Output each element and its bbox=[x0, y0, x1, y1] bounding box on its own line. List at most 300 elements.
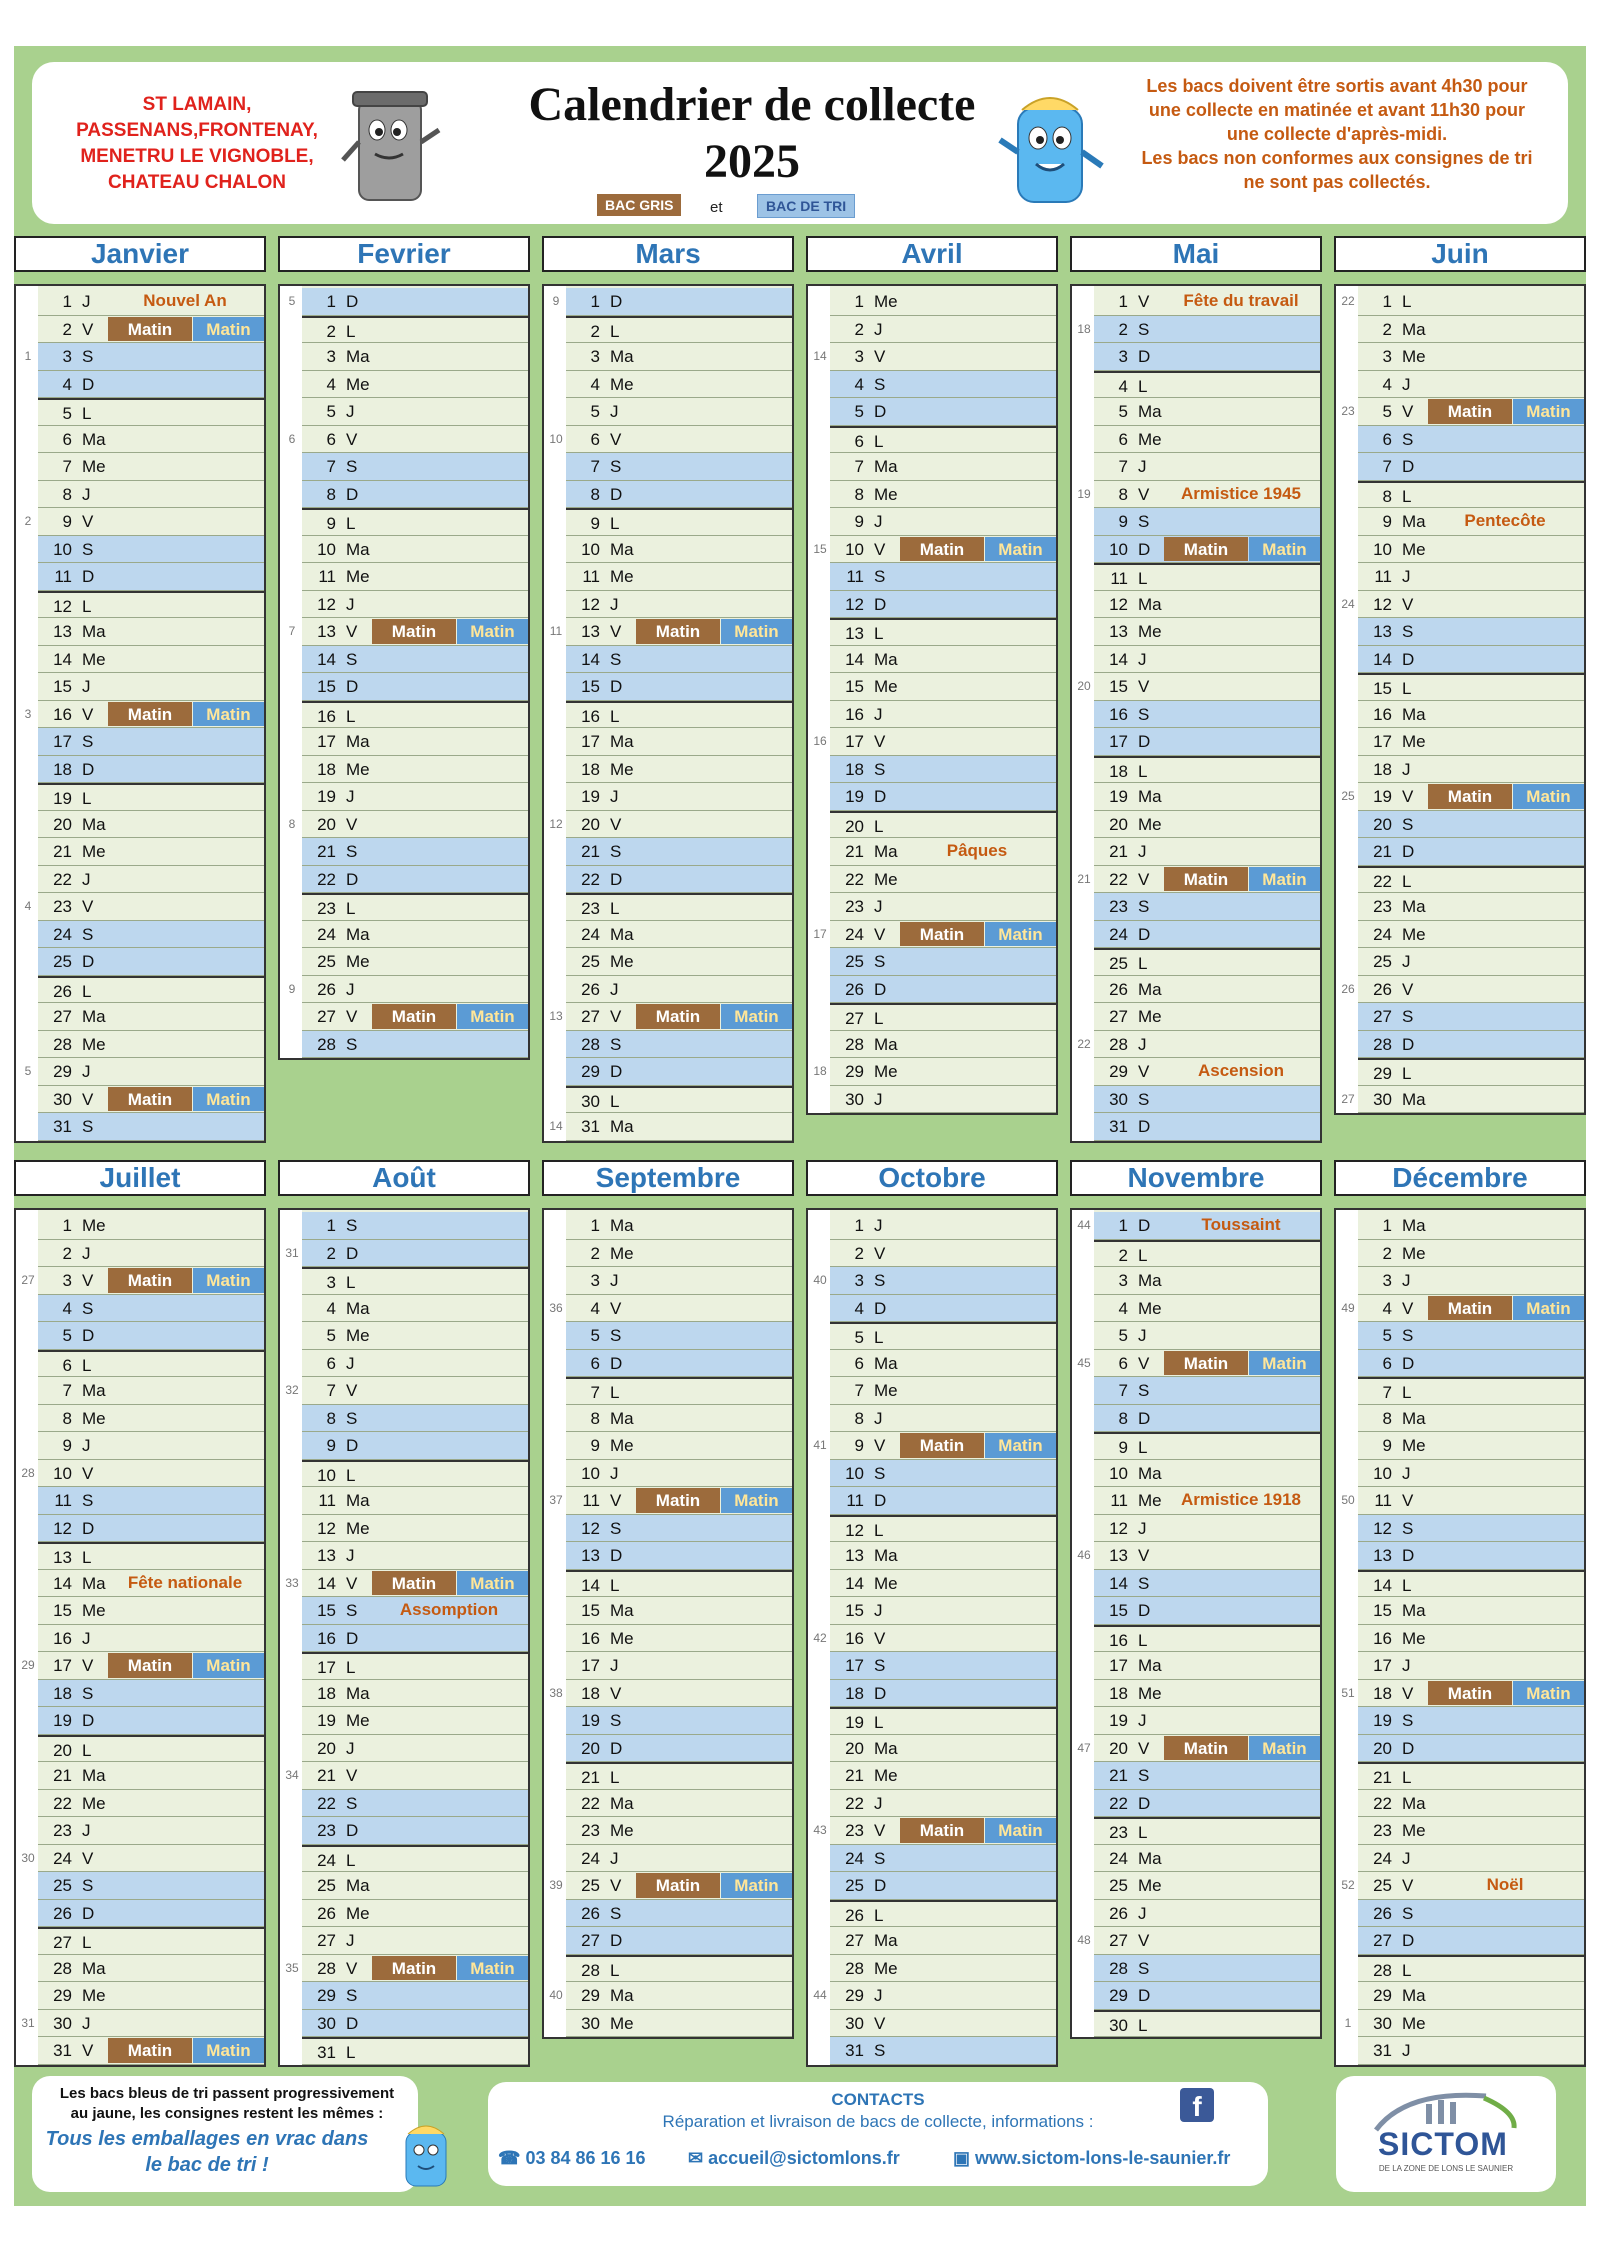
day-of-week: V bbox=[1402, 402, 1414, 421]
day-row bbox=[302, 1295, 528, 1323]
day-of-week: V bbox=[874, 732, 886, 751]
day-of-week: D bbox=[1138, 924, 1151, 944]
week-number: 45 bbox=[1077, 1355, 1091, 1370]
day-of-week: Me bbox=[610, 1628, 634, 1648]
collect-tri-cell: Matin bbox=[1513, 784, 1584, 809]
day-number: 12 bbox=[1109, 1518, 1128, 1538]
day-row bbox=[830, 811, 1056, 839]
day-number: 26 bbox=[317, 1903, 336, 1923]
day-of-week: S bbox=[346, 1216, 358, 1235]
day-of-week: D bbox=[346, 484, 359, 504]
day-number: 21 bbox=[53, 842, 72, 861]
collect-tri-cell: Matin bbox=[985, 922, 1056, 947]
day-row bbox=[38, 508, 264, 536]
day-row bbox=[830, 1377, 1056, 1405]
day-row bbox=[830, 1515, 1056, 1543]
day-row bbox=[1358, 1432, 1584, 1460]
day-number: 5 bbox=[590, 402, 600, 421]
day-of-week: Ma bbox=[610, 1793, 634, 1813]
day-of-week: Me bbox=[874, 1062, 898, 1081]
day-of-week: D bbox=[1402, 649, 1415, 669]
day-of-week: S bbox=[874, 1271, 886, 1290]
week-number: 35 bbox=[285, 1960, 299, 1975]
day-number: 17 bbox=[1373, 1656, 1392, 1675]
day-number: 16 bbox=[845, 704, 864, 724]
day-row bbox=[566, 426, 792, 454]
day-number: 5 bbox=[1382, 402, 1392, 421]
day-row bbox=[302, 1680, 528, 1708]
day-of-week: J bbox=[82, 1436, 91, 1455]
day-row bbox=[1358, 1625, 1584, 1653]
week-number: 18 bbox=[1077, 321, 1091, 336]
collect-gris-cell: Matin bbox=[1428, 1681, 1512, 1706]
day-number: 2 bbox=[1382, 319, 1392, 339]
day-of-week: Ma bbox=[1402, 512, 1426, 531]
day-row bbox=[566, 948, 792, 976]
day-number: 22 bbox=[1109, 869, 1128, 889]
day-row bbox=[302, 481, 528, 509]
day-row bbox=[566, 756, 792, 784]
day-number: 14 bbox=[1109, 649, 1128, 669]
day-of-week: D bbox=[346, 1821, 359, 1840]
day-number: 19 bbox=[1109, 1711, 1128, 1730]
week-number: 23 bbox=[1341, 404, 1355, 418]
day-number: 10 bbox=[1109, 539, 1128, 559]
day-of-week: D bbox=[82, 1518, 95, 1538]
day-of-week: D bbox=[82, 567, 95, 586]
day-of-week: J bbox=[346, 1353, 355, 1373]
day-row bbox=[1094, 1405, 1320, 1433]
day-number: 24 bbox=[1373, 924, 1392, 944]
day-of-week: D bbox=[610, 484, 623, 504]
day-row bbox=[302, 1240, 528, 1268]
day-row bbox=[830, 921, 1056, 949]
day-row bbox=[1094, 1267, 1320, 1295]
day-number: 30 bbox=[581, 2013, 600, 2033]
day-number: 17 bbox=[845, 1656, 864, 1675]
day-row bbox=[38, 646, 264, 674]
day-of-week: Ma bbox=[346, 1876, 370, 1895]
day-number: 12 bbox=[53, 1518, 72, 1538]
day-row bbox=[38, 811, 264, 839]
day-of-week: J bbox=[610, 787, 619, 806]
day-row bbox=[1094, 536, 1320, 564]
day-of-week: Me bbox=[82, 649, 106, 669]
day-number: 28 bbox=[53, 1034, 72, 1054]
phone-contact[interactable] bbox=[498, 2148, 646, 2169]
day-number: 24 bbox=[53, 1848, 72, 1868]
day-row bbox=[38, 1031, 264, 1059]
day-number: 18 bbox=[1373, 1683, 1392, 1703]
day-number: 8 bbox=[854, 484, 864, 504]
day-of-week: Ma bbox=[1402, 897, 1426, 916]
week-number: 10 bbox=[549, 431, 563, 446]
day-row bbox=[566, 866, 792, 894]
day-number: 15 bbox=[1373, 679, 1392, 698]
day-row bbox=[1358, 1031, 1584, 1059]
day-number: 30 bbox=[1109, 2015, 1128, 2035]
week-number-column bbox=[16, 1210, 38, 2065]
day-of-week: J bbox=[1138, 1034, 1147, 1054]
day-number: 4 bbox=[854, 1298, 864, 1318]
day-number: 27 bbox=[317, 1931, 336, 1950]
day-number: 16 bbox=[317, 1628, 336, 1648]
day-of-week: J bbox=[82, 2013, 91, 2033]
small-mascot-icon bbox=[396, 2116, 456, 2190]
day-row bbox=[302, 453, 528, 481]
day-of-week: J bbox=[610, 402, 619, 421]
day-number: 10 bbox=[845, 1463, 864, 1483]
day-row bbox=[1358, 1735, 1584, 1763]
day-number: 12 bbox=[581, 594, 600, 614]
day-of-week: D bbox=[1138, 1601, 1151, 1620]
day-row bbox=[566, 288, 792, 316]
day-of-week: L bbox=[610, 1768, 620, 1787]
day-of-week: V bbox=[82, 897, 94, 916]
day-row bbox=[302, 2010, 528, 2038]
day-number: 10 bbox=[317, 539, 336, 559]
day-row bbox=[302, 1762, 528, 1790]
day-number: 28 bbox=[53, 1958, 72, 1978]
day-row bbox=[302, 1322, 528, 1350]
day-number: 7 bbox=[590, 1383, 600, 1402]
day-row bbox=[302, 1487, 528, 1515]
day-row bbox=[38, 1113, 264, 1141]
day-number: 21 bbox=[581, 842, 600, 861]
day-number: 10 bbox=[53, 539, 72, 559]
week-number: 39 bbox=[549, 1878, 563, 1892]
week-number: 17 bbox=[813, 926, 827, 941]
day-number: 28 bbox=[317, 1034, 336, 1054]
day-of-week: D bbox=[1138, 1117, 1151, 1136]
collect-gris-cell: Matin bbox=[1428, 399, 1512, 424]
day-number: 5 bbox=[854, 1328, 864, 1347]
legend bbox=[597, 194, 897, 216]
day-number: 30 bbox=[317, 2013, 336, 2033]
week-number: 37 bbox=[549, 1493, 563, 1507]
day-number: 7 bbox=[854, 1381, 864, 1400]
grey-bin-mascot-icon bbox=[337, 82, 447, 212]
day-row bbox=[830, 1955, 1056, 1983]
day-row bbox=[1358, 811, 1584, 839]
day-row bbox=[830, 508, 1056, 536]
day-number: 4 bbox=[854, 374, 864, 394]
day-number: 7 bbox=[62, 1381, 72, 1400]
day-of-week: D bbox=[82, 759, 95, 779]
day-number: 27 bbox=[1109, 1931, 1128, 1950]
day-row bbox=[1094, 1487, 1320, 1515]
day-number: 3 bbox=[854, 1271, 864, 1290]
day-of-week: L bbox=[610, 1960, 620, 1980]
month-day-list bbox=[1334, 284, 1586, 1115]
day-row bbox=[566, 1322, 792, 1350]
day-of-week: Me bbox=[610, 374, 634, 394]
day-row bbox=[1094, 453, 1320, 481]
day-number: 31 bbox=[53, 2041, 72, 2060]
day-row bbox=[1094, 316, 1320, 344]
day-row bbox=[38, 1267, 264, 1295]
month-title: Janvier bbox=[14, 236, 266, 272]
day-number: 5 bbox=[62, 1326, 72, 1345]
day-number: 1 bbox=[854, 292, 864, 311]
day-of-week: J bbox=[1138, 1518, 1147, 1538]
day-of-week: J bbox=[346, 1931, 355, 1950]
contacts-subtitle: Réparation et livraison de bacs de collecte, informations : bbox=[662, 2112, 1094, 2131]
day-number: 7 bbox=[854, 457, 864, 476]
phone-number: 03 84 86 16 16 bbox=[525, 2148, 646, 2168]
day-of-week: D bbox=[346, 677, 359, 696]
day-row bbox=[566, 1982, 792, 2010]
day-of-week: S bbox=[1138, 1573, 1150, 1593]
day-row bbox=[1358, 646, 1584, 674]
day-row bbox=[1094, 1240, 1320, 1268]
day-number: 16 bbox=[317, 706, 336, 726]
collect-tri-cell: Matin bbox=[1513, 399, 1584, 424]
day-of-week: Ma bbox=[82, 1573, 106, 1593]
day-number: 13 bbox=[1109, 1546, 1128, 1565]
day-of-week: J bbox=[1402, 1271, 1411, 1290]
day-row bbox=[302, 1845, 528, 1873]
day-of-week: L bbox=[346, 1273, 356, 1292]
day-number: 15 bbox=[1109, 1601, 1128, 1620]
day-of-week: D bbox=[610, 1062, 623, 1081]
day-row bbox=[38, 1845, 264, 1873]
day-of-week: L bbox=[346, 514, 356, 533]
day-number: 27 bbox=[581, 1931, 600, 1950]
day-of-week: S bbox=[1402, 1518, 1414, 1538]
day-row bbox=[1358, 921, 1584, 949]
day-number: 22 bbox=[317, 869, 336, 889]
day-row bbox=[1358, 1927, 1584, 1955]
day-number: 14 bbox=[581, 1575, 600, 1595]
day-row bbox=[1094, 618, 1320, 646]
collect-tri-cell: Matin bbox=[193, 1653, 264, 1678]
week-number: 46 bbox=[1077, 1548, 1091, 1562]
day-of-week: D bbox=[874, 1683, 887, 1703]
day-row bbox=[1094, 288, 1320, 316]
day-of-week: L bbox=[1138, 1823, 1148, 1842]
day-of-week: Ma bbox=[1138, 1656, 1162, 1675]
day-row bbox=[302, 921, 528, 949]
day-row bbox=[566, 1267, 792, 1295]
day-of-week: D bbox=[610, 677, 623, 696]
day-number: 26 bbox=[317, 979, 336, 999]
day-of-week: D bbox=[874, 402, 887, 421]
day-row bbox=[830, 1086, 1056, 1114]
day-row bbox=[566, 893, 792, 921]
day-of-week: J bbox=[610, 1271, 619, 1290]
day-of-week: D bbox=[1138, 347, 1151, 366]
day-number: 15 bbox=[53, 1601, 72, 1620]
day-of-week: L bbox=[346, 1465, 356, 1485]
day-of-week: Ma bbox=[1402, 1793, 1426, 1813]
week-number: 22 bbox=[1341, 294, 1355, 308]
day-number: 2 bbox=[1118, 319, 1128, 339]
day-row bbox=[1094, 2010, 1320, 2038]
day-number: 16 bbox=[845, 1628, 864, 1648]
day-row bbox=[1358, 1377, 1584, 1405]
day-of-week: S bbox=[610, 1034, 622, 1054]
day-row bbox=[302, 2037, 528, 2065]
collect-tri-cell: Matin bbox=[1249, 537, 1320, 562]
day-number: 13 bbox=[581, 622, 600, 641]
day-of-week: S bbox=[346, 1034, 358, 1054]
week-number: 1 bbox=[24, 349, 32, 363]
collect-gris-cell: Matin bbox=[108, 702, 192, 727]
day-of-week: D bbox=[346, 1436, 359, 1455]
day-number: 7 bbox=[326, 457, 336, 476]
collect-gris-cell: Matin bbox=[636, 1004, 720, 1029]
day-number: 13 bbox=[581, 1546, 600, 1565]
day-of-week: D bbox=[874, 1298, 887, 1318]
day-row bbox=[566, 1240, 792, 1268]
day-number: 17 bbox=[317, 732, 336, 751]
day-number: 23 bbox=[1373, 897, 1392, 916]
day-of-week: Ma bbox=[610, 1117, 634, 1136]
day-of-week: Me bbox=[610, 567, 634, 586]
day-of-week: L bbox=[82, 1740, 92, 1760]
day-row bbox=[302, 398, 528, 426]
day-of-week: L bbox=[610, 706, 620, 726]
week-number: 31 bbox=[285, 1245, 299, 1260]
day-number: 4 bbox=[1382, 374, 1392, 394]
week-number: 29 bbox=[21, 1658, 35, 1672]
day-number: 13 bbox=[1373, 1546, 1392, 1565]
day-number: 21 bbox=[317, 842, 336, 861]
day-of-week: J bbox=[346, 979, 355, 999]
day-row bbox=[1094, 1515, 1320, 1543]
day-of-week: Me bbox=[874, 1766, 898, 1785]
day-row bbox=[566, 838, 792, 866]
day-row bbox=[1358, 453, 1584, 481]
day-row bbox=[1094, 673, 1320, 701]
day-of-week: V bbox=[1402, 1683, 1414, 1703]
holiday-label: Nouvel An bbox=[143, 291, 227, 310]
day-row bbox=[302, 948, 528, 976]
week-number: 15 bbox=[813, 541, 827, 556]
day-number: 20 bbox=[53, 814, 72, 834]
day-number: 28 bbox=[1373, 1960, 1392, 1980]
month-day-list bbox=[542, 284, 794, 1143]
day-of-week: L bbox=[82, 596, 92, 616]
day-row bbox=[1358, 2037, 1584, 2065]
day-number: 23 bbox=[317, 899, 336, 918]
day-number: 8 bbox=[62, 484, 72, 504]
day-row bbox=[1358, 1597, 1584, 1625]
day-of-week: D bbox=[1402, 1546, 1415, 1565]
day-number: 11 bbox=[1374, 567, 1392, 586]
day-of-week: J bbox=[82, 1243, 91, 1263]
day-row bbox=[566, 1927, 792, 1955]
day-number: 20 bbox=[845, 816, 864, 836]
day-of-week: Me bbox=[82, 1601, 106, 1620]
day-number: 2 bbox=[1382, 1243, 1392, 1263]
day-number: 12 bbox=[1109, 594, 1128, 614]
day-number: 9 bbox=[1382, 512, 1392, 531]
week-number: 8 bbox=[288, 816, 296, 831]
day-number: 10 bbox=[581, 539, 600, 559]
day-number: 16 bbox=[1373, 704, 1392, 724]
day-number: 21 bbox=[1109, 1766, 1128, 1785]
day-number: 15 bbox=[845, 1601, 864, 1620]
week-number-column bbox=[1072, 1210, 1094, 2037]
day-number: 10 bbox=[1373, 1463, 1392, 1483]
day-of-week: S bbox=[1402, 622, 1414, 641]
day-of-week: D bbox=[346, 2013, 359, 2033]
day-of-week: Me bbox=[874, 677, 898, 696]
day-number: 10 bbox=[1109, 1463, 1128, 1483]
day-row bbox=[1358, 316, 1584, 344]
day-row bbox=[38, 1927, 264, 1955]
day-number: 25 bbox=[53, 1876, 72, 1895]
month-day-list bbox=[806, 1208, 1058, 2067]
day-of-week: Me bbox=[346, 1711, 370, 1730]
day-of-week: Me bbox=[346, 1326, 370, 1345]
day-of-week: S bbox=[82, 1117, 94, 1136]
day-row bbox=[302, 1212, 528, 1240]
month-title: Fevrier bbox=[278, 236, 530, 272]
day-number: 19 bbox=[845, 1713, 864, 1732]
day-row bbox=[302, 756, 528, 784]
collect-tri-cell: Matin bbox=[985, 537, 1056, 562]
day-of-week: J bbox=[1402, 1656, 1411, 1675]
day-row bbox=[1358, 508, 1584, 536]
day-number: 8 bbox=[854, 1408, 864, 1428]
day-number: 14 bbox=[1373, 649, 1392, 669]
day-row bbox=[38, 371, 264, 399]
day-of-week: Me bbox=[82, 1986, 106, 2005]
day-number: 18 bbox=[317, 1683, 336, 1703]
month-day-list bbox=[1070, 284, 1322, 1143]
day-number: 23 bbox=[53, 897, 72, 916]
website-contact[interactable] bbox=[953, 2148, 1230, 2169]
day-number: 6 bbox=[1118, 1353, 1128, 1373]
day-of-week: J bbox=[1402, 2041, 1411, 2060]
day-number: 18 bbox=[581, 759, 600, 779]
email-contact[interactable] bbox=[688, 2148, 900, 2169]
day-number: 22 bbox=[845, 869, 864, 889]
collect-gris-cell: Matin bbox=[372, 619, 456, 644]
day-row bbox=[38, 563, 264, 591]
day-of-week: S bbox=[874, 2041, 886, 2060]
day-row bbox=[566, 1707, 792, 1735]
day-number: 3 bbox=[326, 1273, 336, 1292]
day-row bbox=[1358, 1460, 1584, 1488]
day-row bbox=[38, 1377, 264, 1405]
day-number: 28 bbox=[317, 1958, 336, 1978]
day-number: 6 bbox=[590, 1353, 600, 1373]
day-row bbox=[1358, 288, 1584, 316]
communes-list: ST LAMAIN, PASSENANS,FRONTENAY, MENETRU LE VIGNOBLE, CHATEAU CHALON bbox=[76, 94, 318, 193]
day-number: 29 bbox=[1109, 1062, 1128, 1081]
collect-gris-cell: Matin bbox=[1428, 784, 1512, 809]
day-row bbox=[1358, 1322, 1584, 1350]
day-number: 6 bbox=[326, 429, 336, 449]
facebook-icon[interactable]: f bbox=[1180, 2088, 1214, 2122]
day-row bbox=[38, 2010, 264, 2038]
day-number: 9 bbox=[62, 1436, 72, 1455]
day-row bbox=[830, 1003, 1056, 1031]
day-number: 24 bbox=[581, 1848, 600, 1868]
day-of-week: S bbox=[82, 539, 94, 559]
day-number: 30 bbox=[845, 1089, 864, 1109]
day-of-week: S bbox=[346, 1601, 358, 1620]
day-row bbox=[566, 1058, 792, 1086]
day-row bbox=[1358, 728, 1584, 756]
day-row bbox=[566, 1460, 792, 1488]
day-of-week: D bbox=[610, 292, 623, 311]
day-of-week: J bbox=[82, 484, 91, 504]
